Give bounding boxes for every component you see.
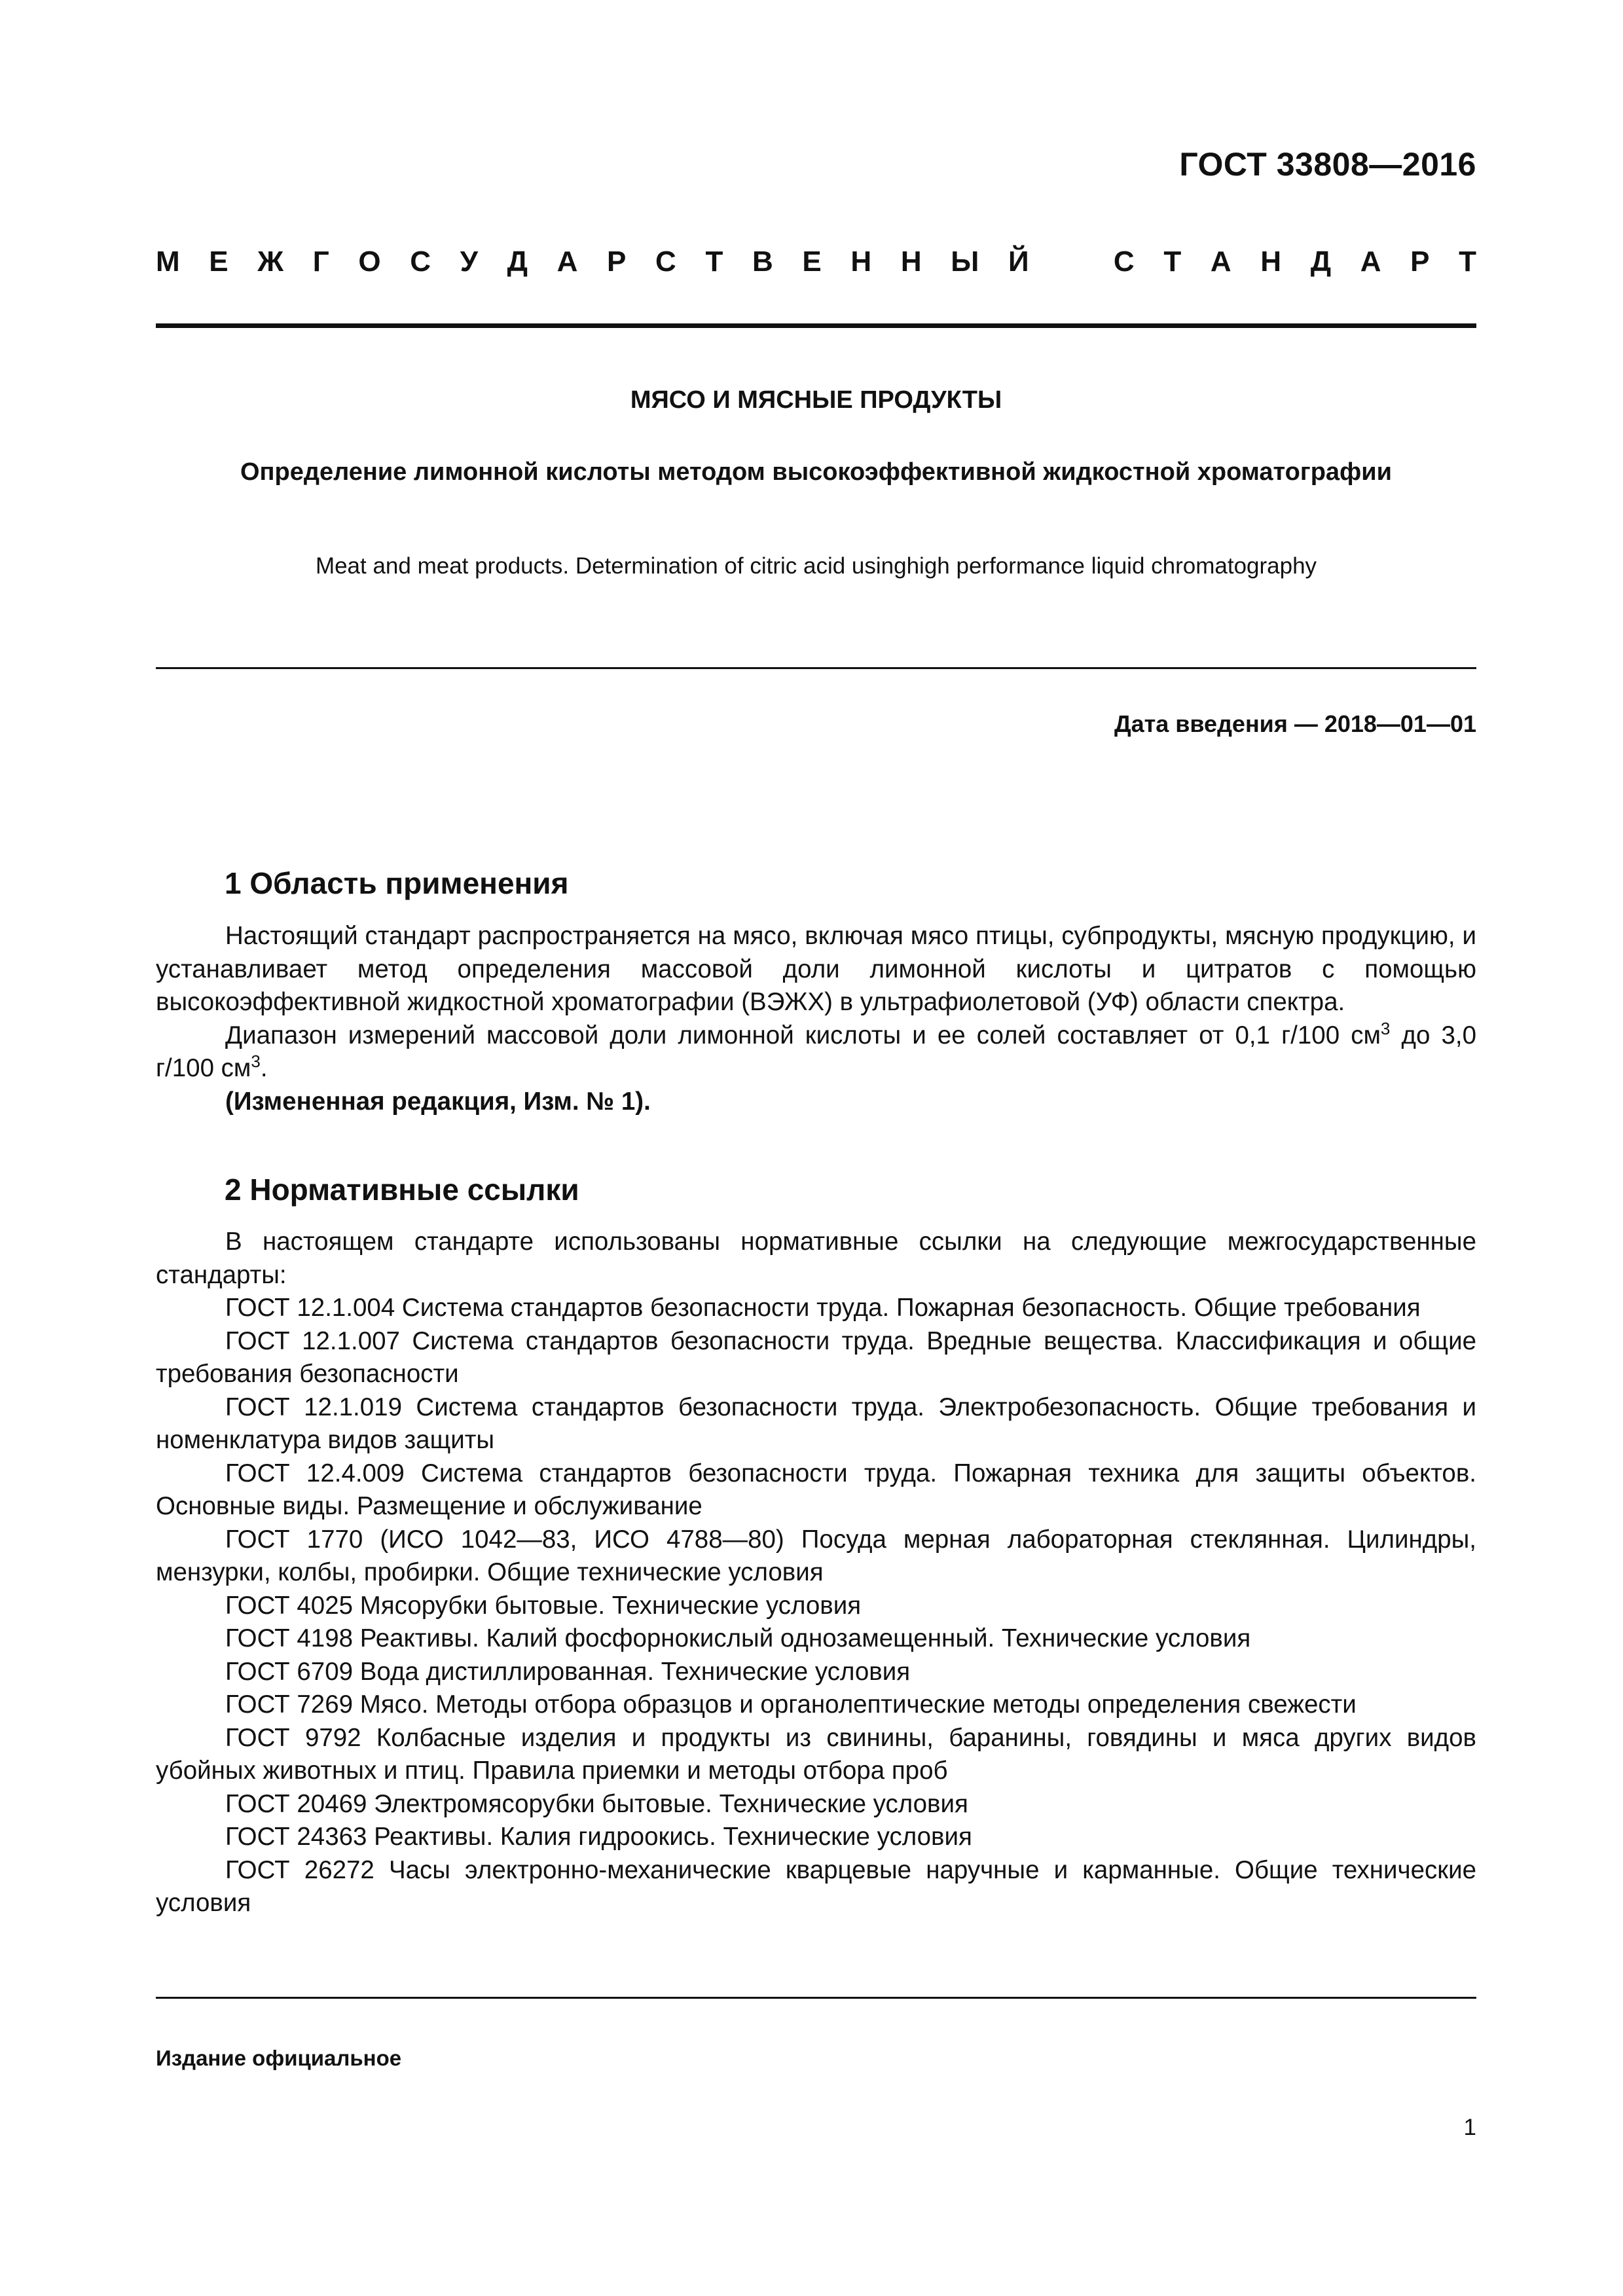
document-title: МЯСО И МЯСНЫЕ ПРОДУКТЫ — [630, 386, 1002, 414]
section-1-paragraph: Настоящий стандарт распространяется на мясо, включая мясо птицы, субпродукты, мясную продукцию, и устанавливает метод определения массовой доли лимонной кислоты и цитратов с помощью высокоэффективной жидкостной хроматографии (ВЭЖХ) в ультрафиолетовой (УФ) области спектра. — [156, 922, 1476, 1016]
banner-letter: Н — [900, 246, 922, 278]
banner-letter: С — [1113, 246, 1135, 278]
section-1-body — [156, 920, 1476, 1118]
banner-letter: Т — [1163, 246, 1182, 278]
banner-letter: С — [410, 246, 431, 278]
reference-item: ГОСТ 12.4.009 Система стандартов безопасности труда. Пожарная техника для защиты объектов. Основные виды. Размещение и обслуживание — [156, 1459, 1476, 1520]
banner-letter: Ы — [951, 246, 979, 278]
reference-item: ГОСТ 24363 Реактивы. Калия гидроокись. Технические условия — [225, 1823, 972, 1851]
banner-letter: О — [358, 246, 381, 278]
range-superscript-1: 3 — [1380, 1018, 1391, 1038]
banner-letter: Т — [1459, 246, 1476, 278]
section-1-range-paragraph — [156, 1019, 1476, 1085]
section-2-intro: В настоящем стандарте использованы нормативные ссылки на следующие межгосударственные стандарты: — [156, 1228, 1476, 1289]
banner-letter: А — [556, 246, 578, 278]
banner-letter: Е — [209, 246, 228, 278]
document-subtitle: Определение лимонной кислоты методом высокоэффективной жидкостной хроматографии — [240, 458, 1393, 486]
range-text-c: . — [260, 1054, 268, 1082]
reference-item: ГОСТ 4198 Реактивы. Калий фосфорнокислый однозамещенный. Технические условия — [225, 1624, 1251, 1652]
header-rule — [156, 323, 1476, 328]
banner-letter: Т — [705, 246, 723, 278]
reference-item: ГОСТ 26272 Часы электронно-механические кварцевые наручные и карманные. Общие технические условия — [156, 1855, 1476, 1917]
banner-letter: Р — [607, 246, 627, 278]
banner-letter: В — [752, 246, 773, 278]
banner-letter: М — [156, 246, 180, 278]
reference-item: ГОСТ 12.1.004 Система стандартов безопасности труда. Пожарная безопасность. Общие требования — [225, 1294, 1421, 1322]
section-2-body — [156, 1226, 1476, 1920]
reference-item: ГОСТ 1770 (ИСО 1042—83, ИСО 4788—80) Посуда мерная лабораторная стеклянная. Цилиндры, мензурки, колбы, пробирки. Общие технические условия — [156, 1525, 1476, 1586]
introduction-date: Дата введения — 2018—01—01 — [1114, 710, 1476, 737]
banner-letter: Й — [1008, 246, 1029, 278]
banner-letter: Д — [507, 246, 528, 278]
reference-item: ГОСТ 9792 Колбасные изделия и продукты из свинины, баранины, говядины и мяса других видов убойных животных и птиц. Правила приемки и методы отбора проб — [156, 1723, 1476, 1785]
page-number: 1 — [1463, 2115, 1476, 2140]
section-2-heading: 2 Нормативные ссылки — [225, 1173, 579, 1207]
amendment-note: (Измененная редакция, Изм. № 1). — [225, 1087, 651, 1116]
banner-letter: А — [1360, 246, 1381, 278]
title-rule — [156, 667, 1476, 669]
official-edition-note: Издание официальное — [156, 2046, 402, 2070]
reference-item: ГОСТ 6709 Вода дистиллированная. Технические условия — [225, 1657, 911, 1686]
standard-number: ГОСТ 33808—2016 — [1179, 146, 1476, 183]
range-superscript-2: 3 — [251, 1051, 261, 1072]
banner-letter: Н — [1260, 246, 1282, 278]
interstate-standard-banner — [156, 246, 1476, 278]
reference-item: ГОСТ 20469 Электромясорубки бытовые. Технические условия — [225, 1789, 968, 1818]
section-1-heading: 1 Область применения — [225, 866, 569, 900]
banner-letter: С — [655, 246, 676, 278]
banner-letter: Е — [802, 246, 822, 278]
banner-letter: Г — [312, 246, 329, 278]
footer-rule — [156, 1997, 1476, 1999]
banner-letter: У — [460, 246, 478, 278]
banner-letter: Р — [1410, 246, 1430, 278]
range-text-a: Диапазон измерений массовой доли лимонной кислоты и ее солей составляет от 0,1 г/100 см — [225, 1021, 1381, 1049]
reference-item: ГОСТ 4025 Мясорубки бытовые. Технические условия — [225, 1591, 862, 1620]
banner-letter: А — [1210, 246, 1231, 278]
banner-letter: Д — [1310, 246, 1332, 278]
reference-item: ГОСТ 12.1.019 Система стандартов безопасности труда. Электробезопасность. Общие требования и номенклатура видов защиты — [156, 1393, 1476, 1454]
reference-item: ГОСТ 7269 Мясо. Методы отбора образцов и органолептические методы определения свежести — [225, 1690, 1357, 1719]
banner-word-gap — [1058, 246, 1084, 278]
banner-letter: Н — [850, 246, 872, 278]
range-text-b: до 3,0 г/100 см — [156, 1021, 1476, 1082]
normative-references-list — [156, 1292, 1476, 1920]
english-title: Meat and meat products. Determination of citric acid usinghigh performance liquid chromatography — [315, 553, 1317, 579]
banner-letter: Ж — [257, 246, 284, 278]
reference-item: ГОСТ 12.1.007 Система стандартов безопасности труда. Вредные вещества. Классификация и общие требования безопасности — [156, 1326, 1476, 1388]
